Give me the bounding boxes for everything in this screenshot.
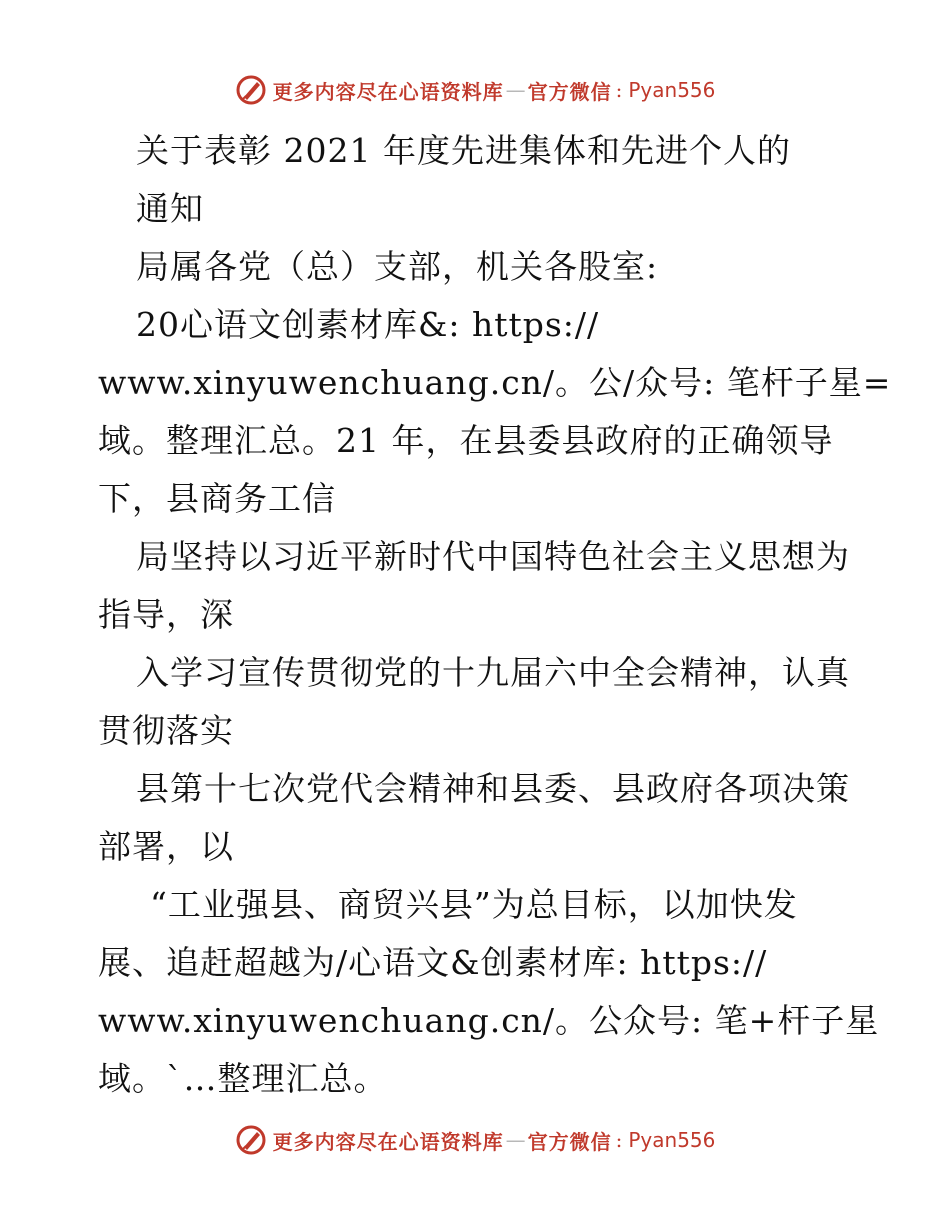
document-line: www.xinyuwenchuang.cn/。公众号: 笔+杆子星	[98, 1001, 880, 1040]
banner-dash: —	[505, 78, 526, 102]
document-line: 20心语文创素材库&: https://	[136, 305, 600, 344]
banner-main-text: 更多内容尽在心语资料库	[272, 79, 504, 104]
document-line: 县第十七次党代会精神和县委、县政府各项决策	[136, 769, 850, 808]
document-line: 域。`…整理汇总。	[98, 1059, 388, 1098]
feather-pen-circle-icon	[235, 1124, 267, 1156]
feather-pen-circle-icon	[235, 74, 267, 106]
document-line: 入学习宣传贯彻党的十九届六中全会精神，认真	[136, 653, 850, 692]
document-line: 局坚持以习近平新时代中国特色社会主义思想为	[136, 537, 850, 576]
footer-watermark-banner	[0, 1120, 950, 1160]
document-line: 部署，以	[98, 827, 234, 866]
document-line: “工业强县、商贸兴县”为总目标，以加快发	[150, 885, 798, 924]
document-line: 下，县商务工信	[98, 479, 336, 518]
document-title-line-2: 通知	[136, 189, 204, 228]
banner-suffix: 官方微信	[527, 79, 612, 104]
document-line: 指导，深	[98, 595, 234, 634]
banner-separator: :	[615, 78, 623, 102]
document-line: www.xinyuwenchuang.cn/。公/众号: 笔杆子星=	[98, 363, 892, 402]
banner-handle: Pyan556	[628, 1128, 716, 1152]
document-line: 展、追赶超越为/心语文&创素材库: https://	[98, 943, 768, 982]
document-salutation: 局属各党（总）支部，机关各股室:	[136, 247, 659, 286]
header-watermark-banner	[0, 70, 950, 110]
banner-dash: —	[505, 1128, 526, 1152]
banner-separator: :	[615, 1128, 623, 1152]
document-body	[98, 122, 892, 1108]
banner-suffix: 官方微信	[527, 1129, 612, 1154]
document-line: 贯彻落实	[98, 711, 234, 750]
banner-main-text: 更多内容尽在心语资料库	[272, 1129, 504, 1154]
document-line: 域。整理汇总。21 年，在县委县政府的正确领导	[98, 421, 834, 460]
banner-handle: Pyan556	[628, 78, 716, 102]
document-title-line-1: 关于表彰 2021 年度先进集体和先进个人的	[136, 131, 791, 170]
